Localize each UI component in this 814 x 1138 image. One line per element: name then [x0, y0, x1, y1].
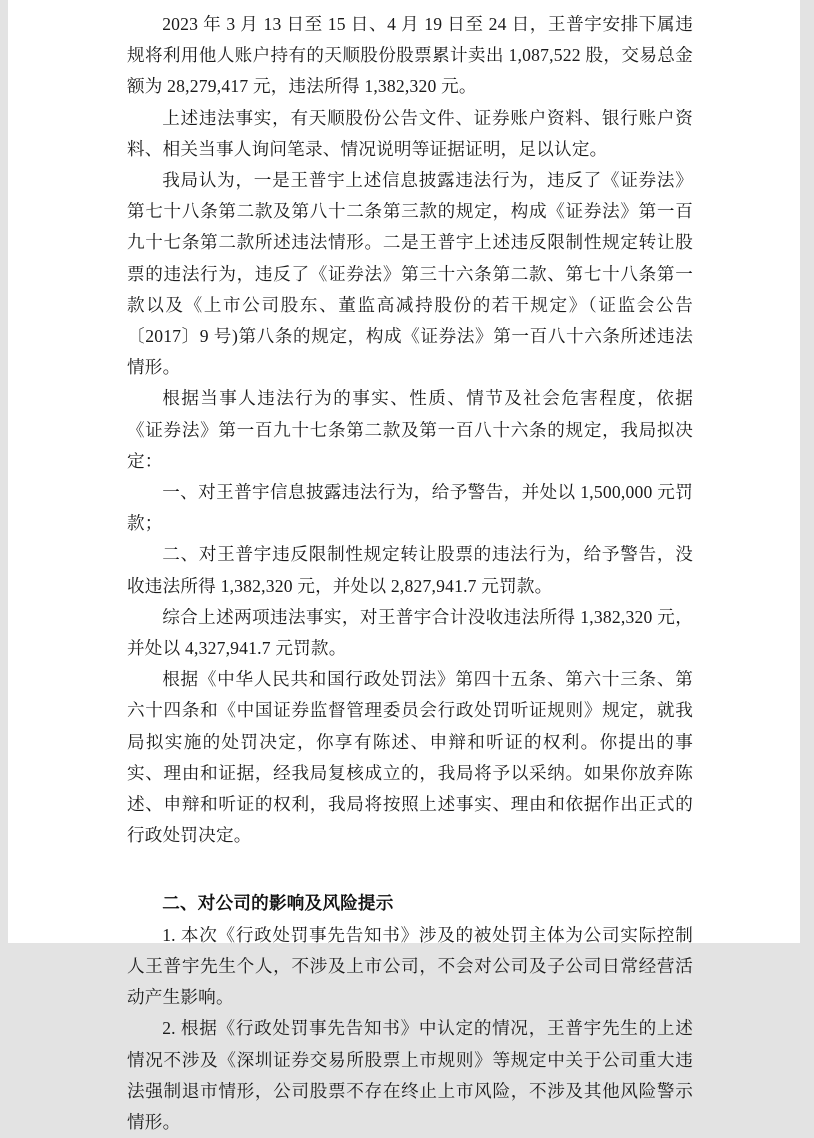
paragraph-legal-findings: 我局认为，一是王普宇上述信息披露违法行为，违反了《证券法》第七十八条第二款及第八十二条第三款的规定，构成《证券法》第一百九十七条第二款所述违法情形。二是王普宇上述违反限制性规定转让股票的违法行为，违反了《证券法》第三十六条第二款、第七十八条第一款以及《上市公司股东、董监高减持股份的若干规定》（证监会公告〔2017〕9 号)第八条的规定，构成《证券法》第一百八十六条所述违法情形。 — [127, 170, 693, 378]
paragraph-decision-item-2: 二、对王普宇违反限制性规定转让股票的违法行为，给予警告，没收违法所得 1,382,320 元，并处以 2,827,941.7 元罚款。 — [127, 544, 693, 596]
paragraph-decision-summary: 综合上述两项违法事实，对王普宇合计没收违法所得 1,382,320 元，并处以 4,327,941.7 元罚款。 — [127, 606, 693, 659]
document-text-column — [127, 0, 693, 1138]
paragraph-decision-item-1: 一、对王普宇信息披露违法行为，给予警告，并处以 1,500,000 元罚款； — [127, 482, 693, 534]
paragraph-hearing-rights: 根据《中华人民共和国行政处罚法》第四十五条、第六十三条、第六十四条和《中国证券监督管理委员会行政处罚听证规则》规定，就我局拟实施的处罚决定，你享有陈述、申辩和听证的权利。你提出的事实、理由和证据，经我局复核成立的，我局将予以采纳。如果你放弃陈述、申辩和听证的权利，我局将按照上述事实、理由和依据作出正式的行政处罚决定。 — [127, 669, 693, 846]
paragraph-decision-intro: 根据当事人违法行为的事实、性质、情节及社会危害程度，依据《证券法》第一百九十七条第二款及第一百八十六条的规定，我局拟决定： — [127, 388, 693, 471]
section-heading-company-impact: 二、对公司的影响及风险提示 — [162, 893, 394, 914]
section-spacer — [127, 851, 693, 888]
document-page — [8, 0, 800, 1132]
paragraph-evidence: 上述违法事实，有天顺股份公告文件、证券账户资料、银行账户资料、相关当事人询问笔录、情况说明等证据证明，足以认定。 — [127, 107, 693, 159]
paragraph-impact-item-1: 1. 本次《行政处罚事先告知书》涉及的被处罚主体为公司实际控制人王普宇先生个人，不涉及上市公司，不会对公司及子公司日常经营活动产生影响。 — [127, 924, 693, 1008]
paragraph-violation-facts: 2023 年 3 月 13 日至 15 日、4 月 19 日至 24 日，王普宇安排下属违规将利用他人账户持有的天顺股份股票累计卖出 1,087,522 股，交易总金额为 28,279,417 元，违法所得 1,382,320 元。 — [127, 14, 693, 97]
paragraph-impact-item-2: 2. 根据《行政处罚事先告知书》中认定的情况，王普宇先生的上述情况不涉及《深圳证券交易所股票上市规则》等规定中关于公司重大违法强制退市情形，公司股票不存在终止上市风险，不涉及其他风险警示情形。 — [127, 1018, 693, 1132]
